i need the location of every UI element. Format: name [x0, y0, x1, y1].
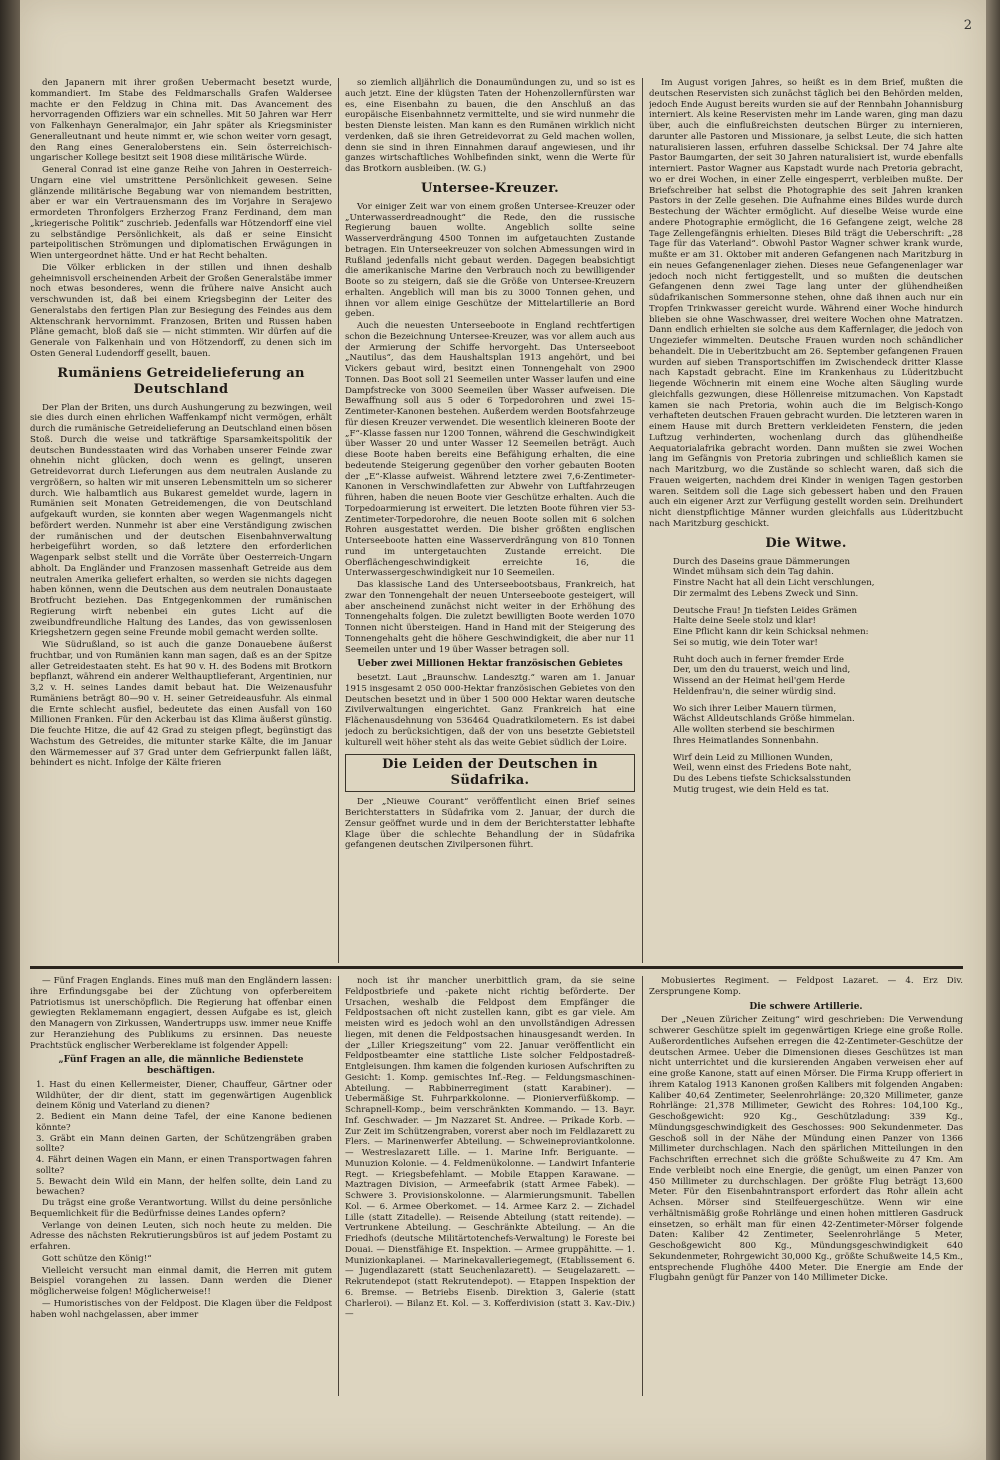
poem-stanza	[673, 606, 963, 649]
column-rule	[338, 976, 339, 1396]
poem-line: Ruht doch auch in ferner fremder Erde	[673, 654, 844, 665]
poem-stanza	[673, 753, 963, 796]
poem-line: Dir zermalmt des Lebens Zweck und Sinn.	[673, 588, 859, 599]
list-item: 3. Gräbt ein Mann deinen Garten, der Schützengräben graben sollte?	[36, 1133, 332, 1155]
article-headline: Die schwere Artillerie.	[749, 1001, 863, 1012]
poem-line: Eine Pflicht kann dir kein Schicksal nehmen:	[673, 627, 869, 637]
article-subhead: „Fünf Fragen an alle, die männliche Bedienstete beschäftigen.	[58, 1055, 304, 1076]
paragraph: Du trägst eine große Verantwortung. Willst du deine persönliche Bequemlichkeit für die Bedürfnisse deines Landes opfern?	[30, 1198, 332, 1219]
poem-stanza	[673, 704, 963, 747]
column-3	[649, 78, 963, 958]
column-2	[345, 78, 635, 958]
column-rule	[642, 78, 643, 963]
poem-line: Mutig trugest, wie dein Held es tat.	[673, 784, 829, 795]
poem-line: Ihres Heimatlandes Sonnenbahn.	[673, 735, 819, 746]
page-edge	[986, 0, 1000, 1460]
paragraph: Wie Südrußland, so ist auch die ganze Donauebene äußerst fruchtbar, und von Rumänien kann man sagen, daß es an der Spitze aller Getreidestaaten steht. Es hat 90 v. H. des Bodens mit Brotkorn bepflanzt, während ein anderer Welthauptlieferant, Argentinien, nur 3,2 v. H. seines Landes damit bebaut hat. Die Weizenausfuhr Rumäniens beträgt 80—90 v. H. seiner Getreideausfuhr. Als einmal die Ernte schlecht ausfiel, bedeutete das einen Ausfall von 160 Millionen Franken. Für den Ackerbau ist das Klima äußerst günstig. Die feuchte Hitze, die auf 42 Grad zu steigen pflegt, begünstigt das Wachstum des Getreides, die mitunter starke Kälte, die im Januar den Wärmemesser auf 37 Grad unter dem Gefrierpunkt fallen läßt, behindert es nicht. Infolge der Kälte frieren	[30, 640, 332, 769]
poem-line: Wissend an der Heimat heil'gem Herde	[673, 676, 845, 686]
poem-stanza	[673, 655, 963, 698]
paragraph: Die Völker erblicken in der stillen und ihnen deshalb geheimnisvoll erscheinenden Arbeit der Großen Generalstäbe immer noch etwas besonderes, wenn die frühere naive Ansicht auch verschwunden ist, daß bei einem Kriegsbeginn der Leiter des Generalstabs den fertigen Plan zur Besiegung des Feindes aus dem Aktenschrank hervornimmt. Franzosen, Briten und Russen haben Pläne gemacht, bloß daß sie — nicht stimmten. Wir dürfen auf die Generale von Falkenhain und von Hötzendorff, zu denen sich im Osten General Ludendorff gesellt, bauen.	[30, 262, 332, 359]
poem-line: Durch des Daseins graue Dämmerungen	[673, 556, 851, 567]
column-4	[30, 976, 332, 1396]
paragraph: Das klassische Land des Unterseebootsbaus, Frankreich, hat zwar den Tonnengehalt der neuen Unterseeboote gesteigert, will aber anscheinend zunächst nicht weiter in der Erhöhung des Tonnengehalts folgen. Die zuletzt bewilligten Boote werden 1070 Tonnen nicht übersteigen. Hand in Hand mit der Steigerung des Tonnengehalts geht die höhere Geschwindigkeit, die aber nur 11 Seemeilen unter und 19 über Wasser betragen soll.	[345, 580, 635, 655]
paragraph: den Japanern mit ihrer großen Uebermacht besetzt wurde, kommandiert. Im Stabe des Feldmarschalls Grafen Waldersee machte er den Feldzug in China mit. Das Avancement des hervorragenden Offiziers war ein schnelles. Mit 50 Jahren war Herr von Falkenhayn Generalmajor, ein Jahr später als Kriegsminister Generalleutnant und heute nimmt er, wie schon weiter vorn gesagt, den Rang eines Generaloberstens ein. Sein österreichisch-ungarischer Kollege besitzt seit 1908 diese militärische Würde.	[30, 78, 332, 164]
paragraph: Vor einiger Zeit war von einem großen Untersee-Kreuzer oder „Unterwasserdreadnought“ die Rede, den die russische Regierung bauen wollte. Angeblich sollte seine Wasserverdrängung 4500 Tonnen im aufgetauchten Zustande betragen. Ein Unterseekreuzer von solchen Abmessungen wird in Rußland jedenfalls nicht gebaut werden. Dagegen beabsichtigt die amerikanische Marine den Verbrauch noch zu bewilligender Boote so zu steigern, daß sie die Größe von Untersee-Kreuzern erhalten. Angeblich will man bis zu 3000 Tonnen gehen, und ihnen vor allem einige Geschütze der Mittelartillerie an Bord geben.	[345, 201, 635, 320]
column-5	[345, 976, 635, 1396]
page-number: 2	[963, 18, 972, 33]
paragraph: General Conrad ist eine ganze Reihe von Jahren in Oesterreich-Ungarn eine viel umstrittene Persönlichkeit gewesen. Seine glänzende militärische Begabung war von niemandem bestritten, aber er war ein Vertrauensmann des im Vorjahre in Serajewo ermordeten Thronfolgers Erzherzog Franz Ferdinand, dem man „kriegerische Politik“ zuschrieb. Jedenfalls war Hötzendorff eine viel zu selbständige Persönlichkeit, als daß er seine Einsicht parteipolitischen Strömungen und diplomatischen Erwägungen in Wien untergeordnet hätte. Und er hat Recht behalten.	[30, 165, 332, 261]
poem-line: Der, um den du trauerst, weich und lind,	[673, 665, 851, 676]
paragraph: so ziemlich alljährlich die Donaumündungen zu, und so ist es auch jetzt. Eine der klügsten Taten der Hohenzollernfürsten war es, eine Eisenbahn zu bauen, die den Anschluß an das europäische Eisenbahnnetz vermittelte, und sie wird nunmehr die besten Dienste leisten. Man kann es den Rumänen wirklich nicht verdenken, daß sie ihren Getreidevorrat zu Geld machen wollen, denn sie sind in ihren Einnahmen darauf angewiesen, und ihr ganzes wirtschaftliches Wohlbefinden sinkt, wenn die Werte für das Brotkorn ausbleiben. (W. G.)	[345, 78, 635, 174]
poem-line: Windet mühsam sich dein Tag dahin.	[673, 567, 834, 578]
article-subhead: Ueber zwei Millionen Hektar französischen Gebietes	[357, 659, 623, 670]
paragraph: Der Plan der Briten, uns durch Aushungerung zu bezwingen, weil sie dies durch einen ehrlichen Waffenkampf nicht vermögen, erhält durch die rumänische Getreidelieferung an Deutschland einen bösen Stoß. Durch die weise und tatkräftige Sparsamkeitspolitik der deutschen Bundesstaaten wird das Vorhaben unserer Feinde zwar ohnehin nicht glücken, doch wenn es gelingt, unseren Getreidevorrat durch Lieferungen aus dem neutralen Auslande zu vergrößern, so halten wir mit unseren Lebensmitteln um so sicherer durch. Wie halbamtlich aus Bukarest gemeldet wurde, lagern in Rumänien seit Monaten Getreidemengen, die von Deutschland aufgekauft wurden, sie konnten aber wegen Wagenmangels nicht befördert werden. Nunmehr ist aber eine Verständigung zwischen der rumänischen und der deutschen Eisenbahnverwaltung herbeigeführt worden, so daß letztere den erforderlichen Wagenpark selbst stellt und die Vorräte über Oesterreich-Ungarn abholt. Da Engländer und Franzosen massenhaft Getreide aus dem neutralen Amerika geliefert erhalten, so werden sie nichts dagegen haben können, wenn die Deutschen aus dem neutralen Donaustaate Brotfrucht beziehen. Das Entgegenkommen der rumänischen Regierung wirft nebenbei ein gutes Licht auf die zweibundfreundliche Haltung des Landes, das von gewissenlosen Kriegshetzern gegen seine Freunde mobil gemacht werden sollte.	[30, 402, 332, 639]
paragraph: Mobusiertes Regiment. — Feldpost Lazaret. — 4. Erz Div. Zersprungene Komp.	[649, 976, 963, 997]
column-1	[30, 78, 332, 958]
paragraph: Vielleicht versucht man einmal damit, die Herren mit gutem Beispiel vorangehen zu lassen. Dann werden die Diener möglicherweise folgen! Möglicherweise!!	[30, 1265, 332, 1297]
poem-line: Weil, wenn einst des Friedens Bote naht,	[673, 763, 852, 774]
poem-line: Halte deine Seele stolz und klar!	[673, 616, 816, 627]
book-binding	[0, 0, 20, 1460]
poem-line: Wo sich ihrer Leiber Mauern türmen,	[673, 703, 837, 714]
numbered-list	[36, 1080, 332, 1198]
paragraph: noch ist ihr mancher unerbittlich gram, da sie seine Feldpostbriefe und -pakete nicht richtig beförderte. Der Ursachen, weshalb die Feldpost dem Empfänger die Feldpostsachen oft nicht zustellen kann, gibt es gar viele. Am meisten wird es jedoch wohl an den unvollständigen Adressen liegen, mit denen die Feldpostsachen hinausgesandt werden. In der „Liller Kriegszeitung“ vom 22. Januar veröffentlicht ein Feldpostbeamter eine stattliche Liste solcher Feldpostadreß-Entgleisungen. Ihm kamen die folgenden kuriosen Aufschriften zu Gesicht: 1. Komp. gemischtes Inf.-Reg. — Feldungsmaschinen-Abteilung. — Rabbinerregiment (statt Karabiner). — Uebermäßige St. Fuhrparkkolonne. — Pionierverfüßkomp. — Schrapnell-Komp., beim verschränkten Kommando. — 13. Bayr. Inf. Geschwader. — Jm Nazzaret St. Andree. — Prikade Korb. — Zur Zeit im Schützengraben, vorerst aber noch im Feldlazarett zu Flers. — Marinenwerfer Abteilung. — Schweineproviantkolonne. — Westreslazarett Lille. — 1. Marine Infr. Beriguante. — Munuzion Kolonie. — 4. Feldmenükolonne. — Landwirt Infanterie Regt. — Kriegsbefehlamt. — Mobile Etappen Karawane. — Maztragen Division, — Armeefabrik (statt Armee Fabek). — Schwere 3. Provisionskolonne. — Alarmierungsmunit. Tabellen Kol. — 6. Armee Oberkomet. — 14. Armee Karz 2. — Zichadel Lille (statt Zitadelle). — Reisende Abteilung (statt reitende). — Vertrunkene Abteilung. — Geschränkte Abteilung. — An die Friedhofs (deutsche Militärtotenchefs-Verwaltung) le Foreste bei Douai. — Dienstfähige Et. Inspektion. — Armee gruppähitte. — 1. Munizionkaplanei. — Marinekavalleriegemegt, (Etablissement 6. — Jugendlazarett (statt Seuchenlazarett). — Seugelazarett. — Rekrutendepot (statt Rekrutendepot). — Etappen Inspektion der 6. Bremse. — Betriebs Eisenb. Direktion 3, Galerie (statt Charleroi). — Bilanz Et. Kol. — 3. Kofferdivision (statt 3. Kav.-Div.) —	[345, 976, 635, 1320]
column-rule	[642, 976, 643, 1396]
section-divider	[30, 966, 963, 969]
poem-title: Die Witwe.	[765, 535, 847, 551]
poem-line: Sei so mutig, wie dein Toter war!	[673, 637, 818, 648]
article-headline: Rumäniens Getreidelieferung an Deutschland	[57, 365, 305, 397]
poem-line: Finstre Nacht hat all dein Licht verschlungen,	[673, 578, 875, 588]
column-6	[649, 976, 963, 1396]
paragraph: Der „Nieuwe Courant“ veröffentlicht einen Brief seines Berichterstatters in Südafrika vom 2. Januar, der durch die Zensur geöffnet wurde und in dem der Berichterstatter lebhafte Klage über die schlechte Behandlung der in Südafrika gefangenen deutschen Zivilpersonen führt.	[345, 797, 635, 851]
paragraph: Auch die neuesten Unterseeboote in England rechtfertigen schon die Bezeichnung Untersee-Kreuzer, was vor allem auch aus der Armierung der Schiffe hervorgeht. Das Unterseeboot „Nautilus“, das dem Haushaltsplan 1913 angehört, und bei Vickers gebaut wird, besitzt einen Tonnengehalt von 2900 Tonnen. Das Boot soll 21 Seemeilen unter Wasser laufen und eine Dampfstrecke von 3000 Seemeilen über Wasser aufweisen. Die Bewaffnung soll aus 5 oder 6 Torpedorohren und zwei 15-Zentimeter-Kanonen bestehen. Außerdem werden Bootsfahrzeuge für diesen Kreuzer verwendet. Die wesentlich kleineren Boote der „F“-Klasse fassen nur 1200 Tonnen, während die Geschwindigkeit über Wasser 20 und unter Wasser 12 Seemeilen beträgt. Auch diese Boote haben bereits eine Befähigung erhalten, die eine bedeutende Steigerung gegenüber den vorher gebauten Booten der „E“-Klasse aufweist. Während letztere zwei 7,6-Zentimeter-Kanonen in Verschwindlafetten zur Abwehr von Luftfahrzeugen führen, haben die neuen Boote vier Geschütze erhalten. Auch die Torpedoarmierung ist erweitert. Die letzten Boote führen vier 53-Zentimeter-Torpedorohre, die neuen Boote sollen mit 6 solchen Rohren ausgestattet werden. Die bisher größten englischen Unterseeboote hatten eine Wasserverdrängung von 810 Tonnen rund im untergetauchten Zustande erreicht. Die Oberflächengeschwindigkeit erreichte 16, die Unterwassergeschwindigkeit nur 10 Seemeilen.	[345, 321, 635, 579]
list-item: 5. Bewacht dein Wild ein Mann, der helfen sollte, dein Land zu bewachen?	[36, 1176, 332, 1198]
paragraph: Im August vorigen Jahres, so heißt es in dem Brief, mußten die deutschen Reservisten sich zunächst täglich bei den Behörden melden, jedoch Ende August bereits wurden sie auf der Rennbahn Johannisburg interniert. Als keine Reservisten mehr im Lande waren, ging man dazu über, auch die einflußreichsten deutschen Bürger zu internieren, darunter alle Pastoren und Missionare, ja selbst Leute, die sich hatten naturalisieren lassen, erfuhren dasselbe Schicksal. Der 74 Jahre alte Pastor Baumgarten, der seit 30 Jahren naturalisiert ist, wurde ebenfalls interniert. Pastor Wagner aus Kapstadt wurde nach Pretoria gebracht, wo er drei Wochen, in einer Zelle eingesperrt, verbleiben mußte. Der Briefschreiber hat selbst die Photographie des seit Jahren kranken Pastors in der Zelle gesehen. Die Aufnahme eines Bildes wurde durch Bestechung der Wächter ermöglicht. Auf dieselbe Weise wurde eine andere Photographie ermöglicht, die 16 Gefangene zeigt, welche 28 Tage Zellengefängnis erhielten. Dieses Bild trägt die Ueberschrift: „28 Tage für das Vaterland“. Obwohl Pastor Wagner schwer krank wurde, mußte er am 31. Oktober mit anderen Gefangenen nach Maritzburg in ein neues Gefangenenlager ziehen. Dieses neue Gefangenenlager war jedoch noch nicht fertiggestellt, und so mußten die deutschen Gefangenen denn zwei Tage lang unter der glühendheißen südafrikanischen Sommersonne stehen, ohne daß ihnen auch nur ein Tropfen Trinkwasser gereicht wurde. Während einer Woche hindurch blieben sie ohne Waschwasser, drei weitere Wochen ohne Matratzen. Dann endlich erhielten sie solche aus dem Kaffernlager, die jedoch von Ungeziefer wimmelten. Deutsche Frauen wurden noch schändlicher behandelt. Die in Ueberitzbucht am 26. September gefangenen Frauen wurden auf sieben Transportschiffen im Zwischendeck dritter Klasse nach Kapstadt gebracht. Eine im Krankenhaus zu Lüderitzbucht liegende Wöchnerin mit einem eine Woche alten Säugling wurde gleichfalls gezwungen, diese Höllenreise mitzumachen. Von Kapstadt kamen sie nach Pretoria, wohin auch die im Belgisch-Kongo verhafteten deutschen Frauen gebracht wurden. Die letzteren waren in einem Hause mit durch Brettern verkleideten Fenstern, die jeden Luftzug verhinderten, wochenlang durch das glühendheiße Aequatorialafrika gebracht worden. Dann mußten sie zwei Wochen lang im Gefängnis von Pretoria zubringen und schließlich kamen sie nach Maritzburg, wo die Zustände so schlecht waren, daß sich die Frauen weigerten, nachdem drei Kinder in wenigen Tagen gestorben waren. Seitdem soll die Lage sich gebessert haben und den Frauen auch ein eigener Arzt zur Verfügung gestellt worden sein. Dreihundert nicht dienstpflichtige Männer wurden gleichfalls aus Lüderitzbucht nach Maritzburg geschickt.	[649, 78, 963, 529]
article-headline: Die Leiden der Deutschen in Südafrika.	[345, 754, 635, 792]
poem-line: Deutsche Frau! Jn tiefsten Leides Grämen	[673, 605, 857, 616]
paragraph: — Humoristisches von der Feldpost. Die Klagen über die Feldpost haben wohl nachgelassen, aber immer	[30, 1298, 332, 1320]
paragraph: besetzt. Laut „Braunschw. Landesztg.“ waren am 1. Januar 1915 insgesamt 2 050 000-Hektar französischen Gebietes von den Deutschen besetzt und in über 1 500 000 Hektar waren deutsche Zivilverwaltungen eingerichtet. Ganz Frankreich hat eine Flächenausdehnung von 536464 Quadratkilometern. Es ist dabei jedoch zu berücksichtigen, daß der von uns besetzte Gebietsteil kulturell weit höher steht als das weite Gebiet südlich der Loire.	[345, 673, 635, 748]
list-item: 2. Bedient ein Mann deine Tafel, der eine Kanone bedienen könnte?	[36, 1112, 332, 1133]
poem-line: Wirf dein Leid zu Millionen Wunden,	[673, 752, 833, 763]
paragraph: Gott schütze den König!“	[42, 1253, 152, 1264]
paragraph: Der „Neuen Züricher Zeitung“ wird geschrieben: Die Verwendung schwerer Geschütze spielt im gegenwärtigen Kriege eine große Rolle. Außerordentliches Aufsehen erregen die 42-Zentimeter-Geschütze der deutschen Armee. Ueber die Dimensionen dieses Geschützes ist man nicht unterrichtet und die kursierenden Angaben verweisen eher auf eine große Kanone, statt auf einen Mörser. Die Firma Krupp offeriert in ihrem Katalog 1913 Kanonen großen Kalibers mit folgenden Angaben: Kaliber 40,64 Zentimeter, Seelenrohrlänge: 20,320 Millimeter, ganze Rohrlänge: 21,378 Millimeter, Gewicht des Rohres: 104,100 Kg., Geschoßgewicht: 920 Kg., Geschützladung: 339 Kg., Mündungsgeschwindigkeit des Geschosses: 900 Sekundenmeter. Das Geschoß soll in der Nähe der Mündung einen Panzer von 1366 Millimeter durchschlagen. Nach den spärlichen Mitteilungen in den Fachschriften errechnet sich die größte Schußweite zu 47 Km. Am Ende verbleibt noch eine Energie, die genügt, um einen Panzer von 450 Millimeter zu durchschlagen. Der größte Flug beträgt 13,600 Meter. Für den Eisenbahntransport erfordert das Rohr allein acht Achsen. Mörser sind Steilfeuergeschütze. Wenn wir eine verhältnismäßig große Rohrlänge und einen hohen mittleren Gasdruck einsetzen, so erhält man für einen 42-Zentimeter-Mörser folgende Daten: Kaliber 42 Zentimeter, Seelenrohrlänge 5 Meter, Geschoßgewicht 800 Kg., Mündungsgeschwindigkeit 640 Sekundenmeter, Rohrgewicht 30,000 Kg., größte Schußweite 14,5 Km., entsprechende Flughöhe 4400 Meter. Die Energie am Ende der Flugbahn genügt für Panzer von 140 Millimeter Dicke.	[649, 1015, 963, 1284]
poem-line: Alle wollten sterbend sie beschirmen	[673, 725, 835, 735]
paragraph: — Fünf Fragen Englands. Eines muß man den Engländern lassen: ihre Erfindungsgabe bei der Züchtung von opferbereitem Patriotismus ist unerschöpflich. Die Regierung hat offenbar einen gewiegten Reklamemann engagiert, dessen Aufgabe es ist, gleich den Managern von Zirkussen, Wandertrupps usw. immer neue Kniffe zur Heranziehung des Publikums zu ersinnen. Das neueste Prachtstück englischer Werbereklame ist folgender Appell:	[30, 976, 332, 1051]
list-item: 4. Fährt deinen Wagen ein Mann, er einen Transportwagen fahren sollte?	[36, 1155, 332, 1176]
poem-line: Heldenfrau'n, die seiner würdig sind.	[673, 686, 836, 697]
paragraph: Verlange von deinen Leuten, sich noch heute zu melden. Die Adresse des nächsten Rekrutierungsbüros ist auf jedem Postamt zu erfahren.	[30, 1220, 332, 1252]
poem-line: Du des Lebens tiefste Schicksalsstunden	[673, 774, 851, 784]
article-headline: Untersee-Kreuzer.	[421, 180, 559, 196]
list-item: 1. Hast du einen Kellermeister, Diener, Chauffeur, Gärtner oder Wildhüter, der dir dient, statt im gegenwärtigen Augenblick deinem König und Vaterland zu dienen?	[36, 1079, 332, 1112]
poem-line: Wächst Alldeutschlands Größe himmelan.	[673, 714, 855, 725]
poem-stanza	[673, 557, 963, 600]
column-rule	[338, 78, 339, 963]
